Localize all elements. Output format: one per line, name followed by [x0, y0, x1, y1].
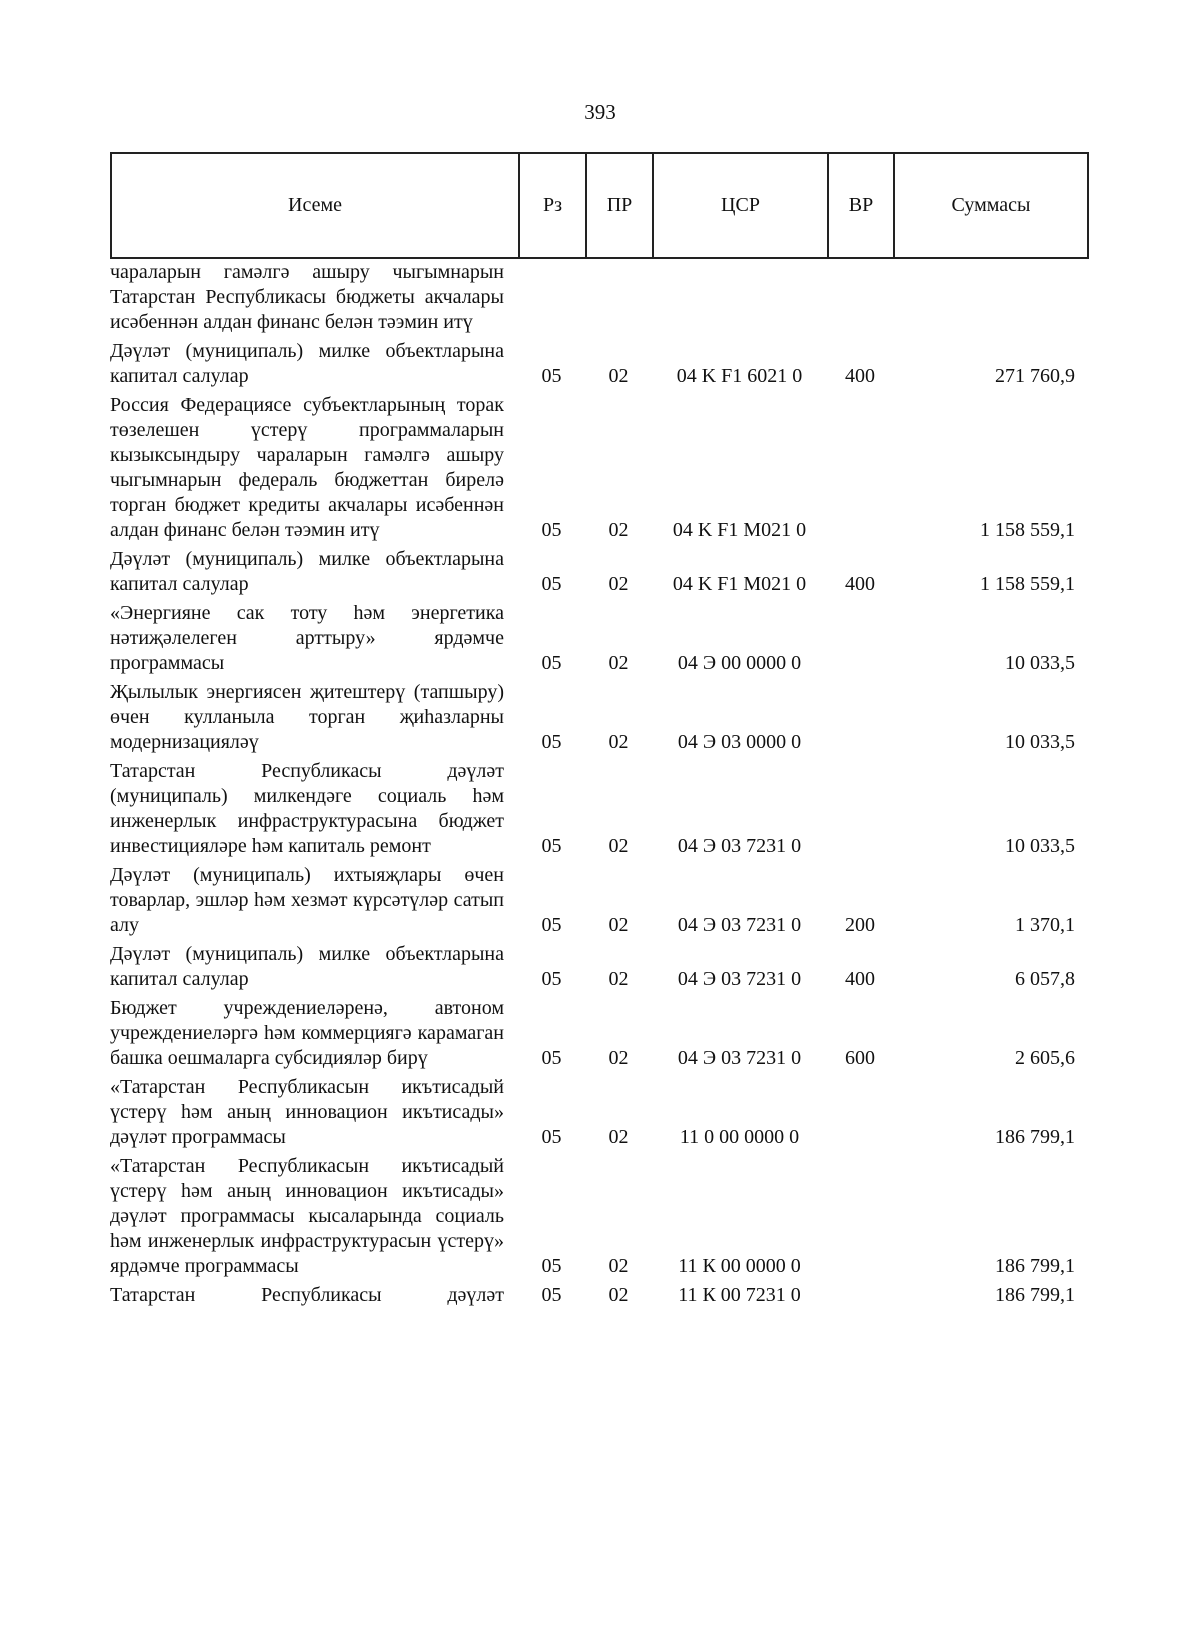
column-header-vr: ВР — [828, 153, 894, 258]
budget-table — [110, 260, 1087, 1312]
cell-csr: 04 K F1 6021 0 — [676, 365, 803, 387]
cell-csr: 04 Э 03 7231 0 — [677, 1047, 802, 1069]
cell-csr — [652, 260, 827, 339]
cell-rz: 05 — [541, 1284, 562, 1306]
cell-csr: 04 K F1 M021 0 — [672, 519, 807, 541]
cell-rz: 05 — [541, 1126, 562, 1148]
cell-csr: 04 Э 03 7231 0 — [677, 968, 802, 990]
cell-vr — [827, 1075, 893, 1154]
table-row — [110, 863, 1087, 942]
cell-pr: 02 — [608, 1284, 629, 1306]
cell-name: «Татарстан Республикасын икътисадый үстерү һәм аның инновацион икътисады» дәүләт программасы кысаларында социаль һәм инженерлык инфраструктурасын үстерү» ярдәмче программасы — [110, 1155, 504, 1277]
cell-vr — [827, 393, 893, 547]
page-number: 393 — [584, 100, 616, 124]
table-row — [110, 601, 1087, 680]
table-header — [110, 152, 1089, 259]
cell-pr: 02 — [608, 365, 629, 387]
column-header-csr: ЦСР — [653, 153, 828, 258]
table-row — [110, 547, 1087, 601]
table-row — [110, 1154, 1087, 1283]
table-row — [110, 996, 1087, 1075]
cell-vr — [827, 759, 893, 863]
cell-csr: 04 Э 03 0000 0 — [677, 731, 802, 753]
cell-name: Татарстан Республикасы дәүләт — [110, 1284, 504, 1306]
cell-sum: 271 760,9 — [995, 365, 1075, 387]
cell-rz: 05 — [541, 835, 562, 857]
cell-rz: 05 — [541, 1255, 562, 1277]
cell-csr: 04 K F1 M021 0 — [672, 573, 807, 595]
cell-pr: 02 — [608, 968, 629, 990]
cell-rz — [518, 260, 585, 339]
cell-vr: 400 — [845, 968, 875, 990]
cell-name: Дәүләт (муниципаль) милке объектларына капитал салулар — [110, 340, 504, 387]
cell-sum: 186 799,1 — [995, 1284, 1075, 1306]
cell-csr: 04 Э 03 7231 0 — [677, 914, 802, 936]
table-row — [110, 1283, 1087, 1312]
cell-vr — [827, 680, 893, 759]
cell-pr: 02 — [608, 573, 629, 595]
cell-csr: 11 К 00 0000 0 — [678, 1255, 801, 1277]
cell-name: чараларын гамәлгә ашыру чыгымнарын Татарстан Республикасы бюджеты акчалары исәбеннән алдан финанс белән тәэмин итү — [110, 261, 504, 333]
cell-name: Дәүләт (муниципаль) милке объектларына капитал салулар — [110, 943, 504, 990]
cell-name: Җылылык энергиясен җитештерү (тапшыру) өчен кулланыла торган җиһазларны модернизацияләү — [110, 681, 504, 753]
cell-csr: 11 0 00 0000 0 — [679, 1126, 800, 1148]
cell-sum: 2 605,6 — [1015, 1047, 1075, 1069]
cell-vr — [827, 601, 893, 680]
column-header-name: Исеме — [111, 153, 519, 258]
cell-sum: 6 057,8 — [1015, 968, 1075, 990]
cell-name: «Энергияне сак тоту һәм энергетика нәтиҗәлелеген арттыру» ярдәмче программасы — [110, 602, 504, 674]
cell-vr: 400 — [845, 573, 875, 595]
cell-sum: 10 033,5 — [1005, 731, 1075, 753]
cell-name: Бюджет учреждениеләренә, автоном учреждениеләргә һәм коммерциягә карамаган башка оешмаларга субсидияләр бирү — [110, 997, 504, 1069]
cell-rz: 05 — [541, 1047, 562, 1069]
cell-sum — [893, 260, 1087, 339]
cell-sum: 10 033,5 — [1005, 835, 1075, 857]
table-row — [110, 260, 1087, 339]
cell-pr: 02 — [608, 1255, 629, 1277]
cell-rz: 05 — [541, 968, 562, 990]
column-header-sum: Суммасы — [894, 153, 1088, 258]
cell-sum: 1 158 559,1 — [980, 519, 1075, 541]
cell-rz: 05 — [541, 731, 562, 753]
table-row — [110, 942, 1087, 996]
cell-csr: 11 К 00 7231 0 — [678, 1284, 801, 1306]
cell-vr: 200 — [845, 914, 875, 936]
cell-rz: 05 — [541, 652, 562, 674]
cell-rz: 05 — [541, 914, 562, 936]
table-row — [110, 759, 1087, 863]
cell-sum: 186 799,1 — [995, 1126, 1075, 1148]
cell-csr: 04 Э 00 0000 0 — [677, 652, 802, 674]
cell-sum: 1 370,1 — [1015, 914, 1075, 936]
cell-rz: 05 — [541, 365, 562, 387]
cell-pr: 02 — [608, 519, 629, 541]
cell-vr — [827, 260, 893, 339]
cell-pr: 02 — [608, 1047, 629, 1069]
table-row — [110, 339, 1087, 393]
cell-pr — [585, 260, 652, 339]
table-row — [110, 393, 1087, 547]
cell-vr: 600 — [845, 1047, 875, 1069]
cell-sum: 186 799,1 — [995, 1255, 1075, 1277]
table-row — [110, 1075, 1087, 1154]
cell-pr: 02 — [608, 731, 629, 753]
cell-vr — [827, 1154, 893, 1283]
cell-rz: 05 — [541, 573, 562, 595]
cell-vr — [827, 1283, 893, 1312]
cell-name: «Татарстан Республикасын икътисадый үстерү һәм аның инновацион икътисады» дәүләт программасы — [110, 1076, 504, 1148]
cell-csr: 04 Э 03 7231 0 — [677, 835, 802, 857]
cell-name: Россия Федерациясе субъектларының торак төзелешен үстерү программаларын кызыксындыру чараларын гамәлгә ашыру чыгымнарын федераль бюджеттан бирелә торган бюджет кредиты акчалары исәбеннән алдан финанс белән тәэмин итү — [110, 394, 504, 541]
cell-pr: 02 — [608, 835, 629, 857]
cell-pr: 02 — [608, 914, 629, 936]
cell-vr: 400 — [845, 365, 875, 387]
cell-name: Дәүләт (муниципаль) милке объектларына капитал салулар — [110, 548, 504, 595]
cell-sum: 1 158 559,1 — [980, 573, 1075, 595]
cell-pr: 02 — [608, 1126, 629, 1148]
column-header-pr: ПР — [586, 153, 653, 258]
cell-name: Дәүләт (муниципаль) ихтыяҗлары өчен товарлар, эшләр һәм хезмәт күрсәтүләр сатып алу — [110, 864, 504, 936]
column-header-rz: Рз — [519, 153, 586, 258]
cell-sum: 10 033,5 — [1005, 652, 1075, 674]
cell-rz: 05 — [541, 519, 562, 541]
cell-pr: 02 — [608, 652, 629, 674]
table-row — [110, 680, 1087, 759]
cell-name: Татарстан Республикасы дәүләт (муниципаль) милкендәге социаль һәм инженерлык инфраструктурасына бюджет инвестицияләре һәм капиталь ремонт — [110, 760, 504, 857]
